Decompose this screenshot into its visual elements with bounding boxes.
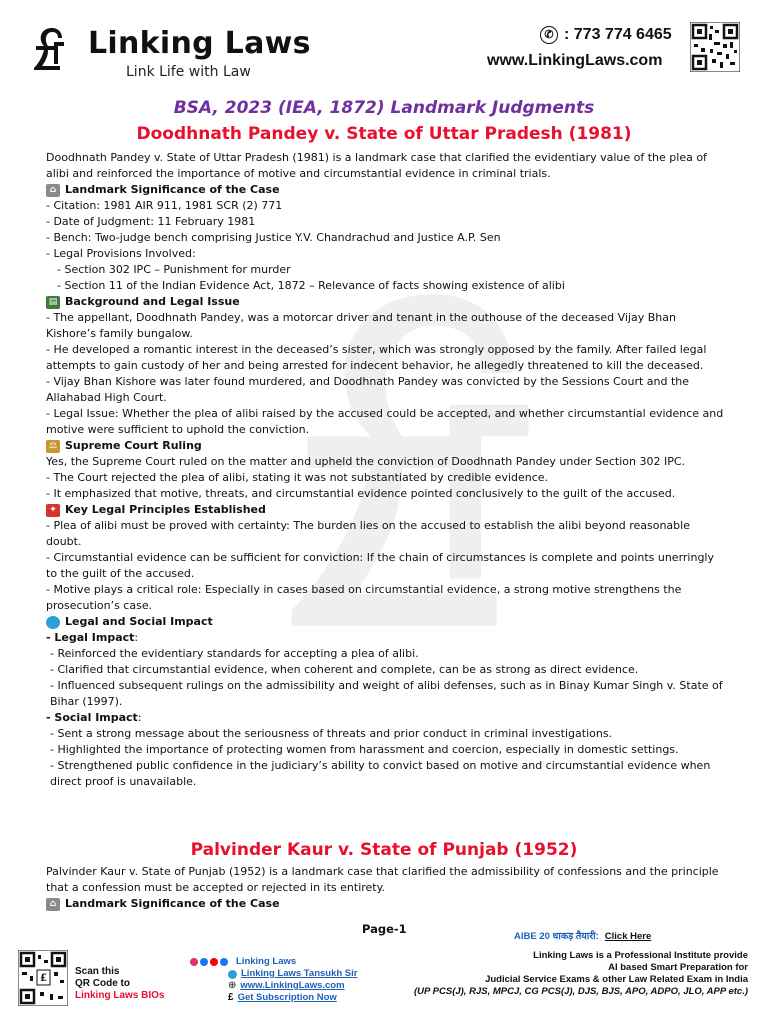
- list-item: - Section 302 IPC – Punishment for murder: [50, 263, 291, 276]
- section-heading: Legal and Social Impact: [46, 614, 726, 630]
- list-item: Yes, the Supreme Court ruled on the matter and upheld the conviction of Doodhnath Pandey under Section 302 IPC.: [46, 455, 685, 468]
- list-item: - Highlighted the importance of protecting women from harassment and coercion, especially in domestic settings.: [50, 743, 679, 756]
- telegram-icon: [228, 970, 237, 979]
- list-item: - Section 11 of the Indian Evidence Act, 1872 – Relevance of facts showing existence of alibi: [50, 279, 565, 292]
- list-item: - Strengthened public confidence in the judiciary’s ability to convict based on motive and circumstantial evidence when direct proof is unavailable.: [50, 759, 711, 788]
- qr-code-icon[interactable]: [18, 950, 68, 1006]
- youtube-icon[interactable]: [210, 958, 218, 966]
- list-item: - The appellant, Doodhnath Pandey, was a motorcar driver and tenant in the outhouse of the deceased Vijay Bhan Kishore’s family bungalow.: [46, 311, 676, 340]
- list-item: - Clarified that circumstantial evidence, when coherent and complete, can be as strong as direct evidence.: [50, 663, 639, 676]
- list-item: - Bench: Two-judge bench comprising Justice Y.V. Chandrachud and Justice A.P. Sen: [46, 231, 501, 244]
- list-item: - Legal Issue: Whether the plea of alibi raised by the accused could be accepted, and whether circumstantial evidence and motive were sufficient to uphold the conviction.: [46, 407, 724, 436]
- web-row[interactable]: ⊕ www.LinkingLaws.com: [228, 980, 345, 991]
- list-item: - He developed a romantic interest in the deceased’s sister, which was strongly opposed by the family. After failed legal attempts to gain custody of her and being arrested for indecent behavior, he allegedly threatened to kill the deceased.: [46, 343, 707, 372]
- list-item: - Legal Provisions Involved:: [46, 247, 196, 260]
- click-here-link[interactable]: Click Here: [604, 931, 652, 942]
- scan-qr-text: Scan this QR Code to Linking Laws BIOs: [75, 966, 165, 1001]
- sub-heading: - Social Impact:: [46, 711, 142, 724]
- book-icon: ▤: [46, 296, 60, 309]
- sub-heading: - Legal Impact:: [46, 631, 139, 644]
- list-item: - Influenced subsequent rulings on the admissibility and weight of alibi defenses, such as in Binay Kumar Singh v. State of Bihar (1997).: [50, 679, 723, 708]
- aibe-promo: AIBE 20 धाकड़ तैयारी: Click Here: [514, 931, 652, 942]
- phone-icon: ✆: [540, 26, 558, 44]
- subscription-row[interactable]: £ Get Subscription Now: [228, 992, 337, 1003]
- list-item: - Sent a strong message about the seriousness of threats and prior conduct in criminal investigations.: [50, 727, 613, 740]
- list-item: - Circumstantial evidence can be sufficient for conviction: If the chain of circumstances is complete and points unerringly to the guilt of the accused.: [46, 551, 714, 580]
- social-row: Linking Laws: [190, 956, 357, 968]
- institute-promo: Linking Laws is a Professional Institute provide AI based Smart Preparation for Judicial Service Exams & other Law Related Exam in India (UP PCS(J), RJS, MPCJ, CG PCS(J), DJS, BJS, APO, ADPO, JLO, APP etc.): [414, 950, 748, 997]
- brand-name: Linking Laws: [88, 26, 311, 61]
- globe-icon: [46, 616, 60, 629]
- case-body: [46, 864, 726, 912]
- series-title: BSA, 2023 (IEA, 1872) Landmark Judgments: [173, 98, 595, 118]
- instagram-icon[interactable]: [190, 958, 198, 966]
- list-item: - The Court rejected the plea of alibi, stating it was not substantiated by credible evidence.: [46, 471, 549, 484]
- section-heading: ⌂ Landmark Significance of the Case: [46, 896, 726, 912]
- linking-laws-small-icon: £: [228, 992, 234, 1003]
- list-item: - Vijay Bhan Kishore was later found murdered, and Doodhnath Pandey was convicted by the Sessions Court and the Allahabad High Court.: [46, 375, 690, 404]
- page-number: Page-1: [362, 922, 407, 936]
- case-intro: Doodhnath Pandey v. State of Uttar Pradesh (1981) is a landmark case that clarified the evidentiary value of the plea of alibi and reinforced the importance of motive and circumstantial evidence in criminal trials.: [46, 151, 707, 180]
- bank-icon: ⌂: [46, 898, 60, 911]
- case-title: Palvinder Kaur v. State of Punjab (1952): [190, 840, 578, 860]
- contact-links: [190, 956, 357, 1004]
- list-item: - Citation: 1981 AIR 911, 1981 SCR (2) 771: [46, 199, 283, 212]
- section-heading: ✦ Key Legal Principles Established: [46, 502, 726, 518]
- telegram-row[interactable]: Linking Laws Tansukh Sir: [190, 968, 357, 980]
- linking-laws-logo-icon: [30, 24, 68, 74]
- bank-icon: ⌂: [46, 184, 60, 197]
- svg-text:£: £: [40, 973, 47, 984]
- qr-code-icon[interactable]: [690, 22, 740, 72]
- website-link[interactable]: www.LinkingLaws.com: [487, 52, 663, 69]
- list-item: - Date of Judgment: 11 February 1981: [46, 215, 256, 228]
- list-item: - It emphasized that motive, threats, and circumstantial evidence pointed conclusively to the guilt of the accused.: [46, 487, 676, 500]
- facebook-icon[interactable]: [220, 958, 228, 966]
- case-title: Doodhnath Pandey v. State of Uttar Pradesh (1981): [136, 124, 632, 144]
- case-intro: Palvinder Kaur v. State of Punjab (1952) is a landmark case that clarified the admissibility of confessions and the principle that a confession must be accepted or rejected in its entirety.: [46, 865, 719, 894]
- section-heading: ▤ Background and Legal Issue: [46, 294, 726, 310]
- brand-tagline: Link Life with Law: [126, 64, 251, 80]
- section-heading: ⚖ Supreme Court Ruling: [46, 438, 726, 454]
- list-item: - Motive plays a critical role: Especially in cases based on circumstantial evidence, a strong motive strengthens the prosecution’s case.: [46, 583, 682, 612]
- pushpin-icon: ✦: [46, 504, 60, 517]
- globe-icon: ⊕: [228, 980, 237, 991]
- list-item: - Plea of alibi must be proved with certainty: The burden lies on the accused to establish the alibi beyond reasonable doubt.: [46, 519, 690, 548]
- list-item: - Reinforced the evidentiary standards for accepting a plea of alibi.: [50, 647, 419, 660]
- facebook-icon[interactable]: [200, 958, 208, 966]
- section-heading: ⌂ Landmark Significance of the Case: [46, 182, 726, 198]
- case-body: [46, 150, 726, 790]
- phone-number: ✆ : 773 774 6465: [540, 26, 672, 44]
- scales-icon: ⚖: [46, 440, 60, 453]
